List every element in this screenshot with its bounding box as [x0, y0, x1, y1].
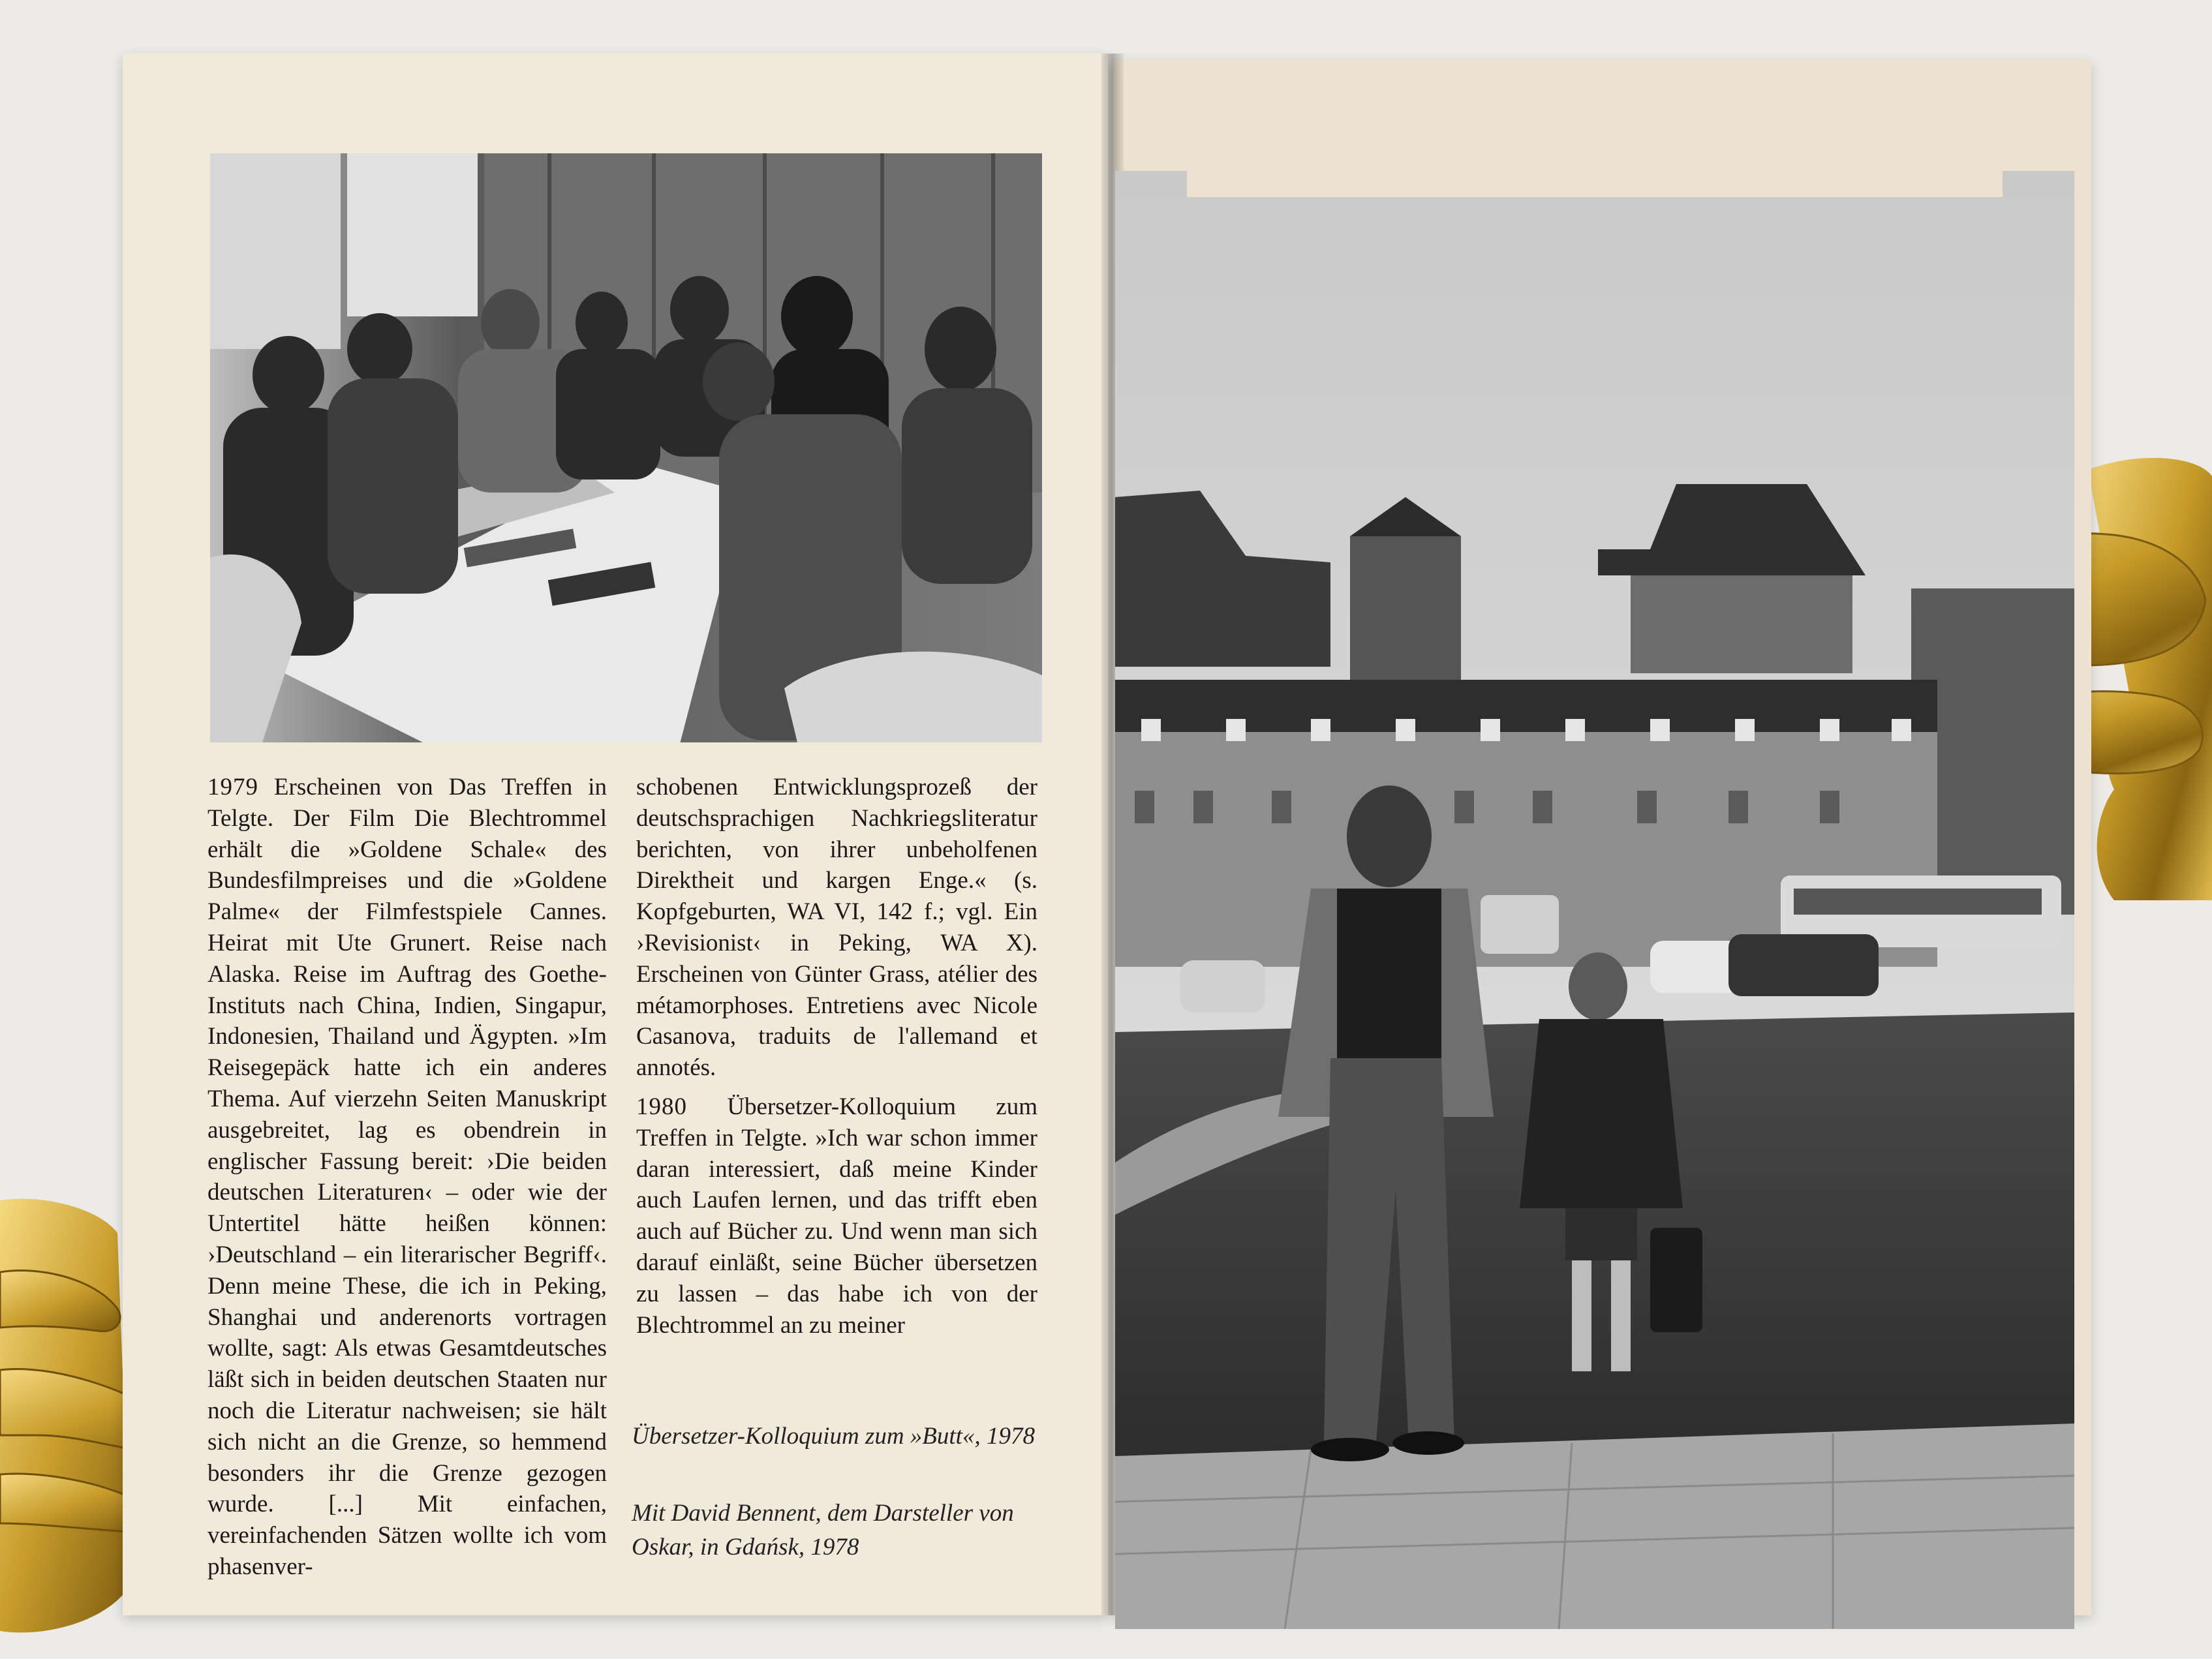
meeting-photo: [210, 153, 1042, 742]
gdansk-photo: [1115, 171, 2074, 1629]
entry-text: schobenen Entwicklungsprozeß der deutschsprachigen Nachkriegsliteratur berichten, von ihrer unbeholfenen Direktheit und kargen Enge.« (s. Kopfgeburten, WA VI, 142 f.; vgl. Ein ›Revisionist‹ in Peking, WA X). Erscheinen von Günter Grass, atélier des métamorphoses. Entretiens avec Nicole Casanova, traduits de l'allemand et annotés.: [636, 774, 1037, 1082]
entry-text: Übersetzer-Kolloquium zum Treffen in Telgte. »Ich war schon immer daran interessiert, daß meine Kinder auch Laufen lernen, und das trifft eben auch auf Bücher zu. Und wenn man sich darauf einläßt, seine Bücher übersetzen zu lassen – das habe ich von der Blechtrommel an zu meiner: [636, 1093, 1037, 1339]
entry-1979: [207, 772, 607, 1583]
entry-text: Erscheinen von Das Treffen in Telgte. Der Film Die Blechtrommel erhält die »Goldene Schale« des Bundesfilmpreises und die »Goldene Palme« der Filmfestspiele Cannes. Heirat mit Ute Grunert. Reise nach Alaska. Reise im Auftrag des Goethe-Instituts nach China, Indien, Singapur, Indonesien, Thailand und Ägypten. »Im Reisegepäck hatte ich ein anderes Thema. Auf vierzehn Seiten Manuskript ausgebreitet, lag es obendrein in englischer Fassung bereit: ›Die beiden deutschen Literaturen‹ – oder wie der Untertitel hätte heißen können: ›Deutschland – ein literarischer Begriff‹. Denn meine These, die ich in Peking, Shanghai und anderenorts vortragen wollte, sagt: Als etwas Gesamtdeutsches läßt sich in beiden deutschen Staaten nur noch die Literatur nachweisen; sie hält sich nicht an die Grenze, so hemmend besonders ihr die Grenze gezogen wurde. [...] Mit einfachen, vereinfachenden Sätzen wollte ich vom phasenver-: [207, 774, 607, 1580]
caption-gdansk-photo: Mit David Bennent, dem Darsteller von Oskar, in Gdańsk, 1978: [632, 1500, 1014, 1560]
entry-year: 1979: [207, 774, 258, 800]
entry-1979-continued: [636, 772, 1037, 1084]
caption-meeting-photo: Übersetzer-Kolloquium zum »Butt«, 1978: [632, 1423, 1035, 1450]
chronology-column-left: [207, 772, 607, 1591]
entry-year: 1980: [636, 1093, 687, 1120]
entry-1980: [636, 1091, 1037, 1341]
chronology-column-right: [636, 772, 1037, 1348]
